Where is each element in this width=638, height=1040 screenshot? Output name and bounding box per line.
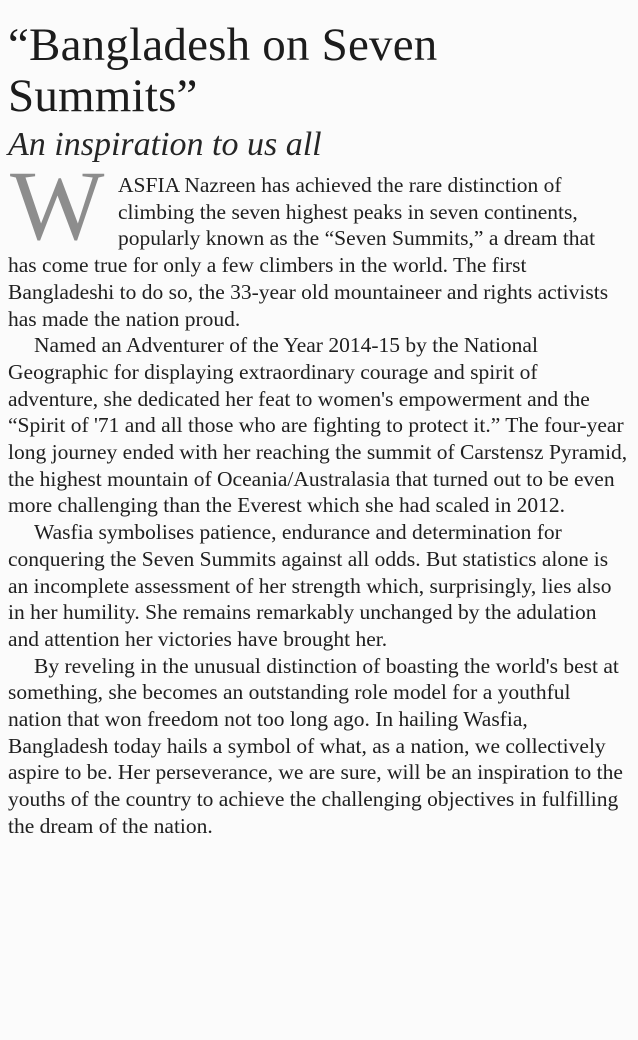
- body-paragraph: Wasfia symbolises patience, endurance and determination for conquering the Seven Summits against all odds. But statistics alone is an incomplete assessment of her strength which, surprisingly, lies also in her humility. She remains remarkably unchanged by the adulation and attention her victories have brought her.: [8, 520, 612, 651]
- drop-cap: W: [10, 150, 105, 261]
- headline-line: “Bangladesh on Seven: [8, 19, 438, 71]
- lead-paragraph: [8, 150, 628, 332]
- article-body: [8, 150, 628, 840]
- drop-cap-box: [8, 150, 114, 261]
- body-paragraph: Named an Adventurer of the Year 2014-15 by the National Geographic for displaying extraordinary courage and spirit of adventure, she dedicated her feat to women's empowerment and the “Spirit of '71 and all those who are fighting to protect it.” The four-year long journey ended with her reaching the summit of Carstensz Pyramid, the highest mountain of Oceania/Australasia that turned out to be even more challenging than the Everest which she had scaled in 2012.: [8, 333, 628, 518]
- headline: [8, 20, 628, 122]
- lead-paragraph-text: ASFIA Nazreen has achieved the rare distinction of climbing the seven highest peaks in seven continents, popularly known as the “Seven Summits,” a dream that has come true for only a few climbers in the world. The first Bangladeshi to do so, the 33-year old mountaineer and rights activists has made the nation proud.: [8, 173, 609, 331]
- headline-line: Summits”: [8, 70, 198, 122]
- subheading: An inspiration to us all: [8, 126, 322, 163]
- body-paragraph: By reveling in the unusual distinction of boasting the world's best at something, she becomes an outstanding role model for a youthful nation that won freedom not too long ago. In hailing Wasfia, Bangladesh today hails a symbol of what, as a nation, we collectively aspire to be. Her perseverance, we are sure, will be an inspiration to the youths of the country to achieve the challenging objectives in fulfilling the dream of the nation.: [8, 653, 623, 838]
